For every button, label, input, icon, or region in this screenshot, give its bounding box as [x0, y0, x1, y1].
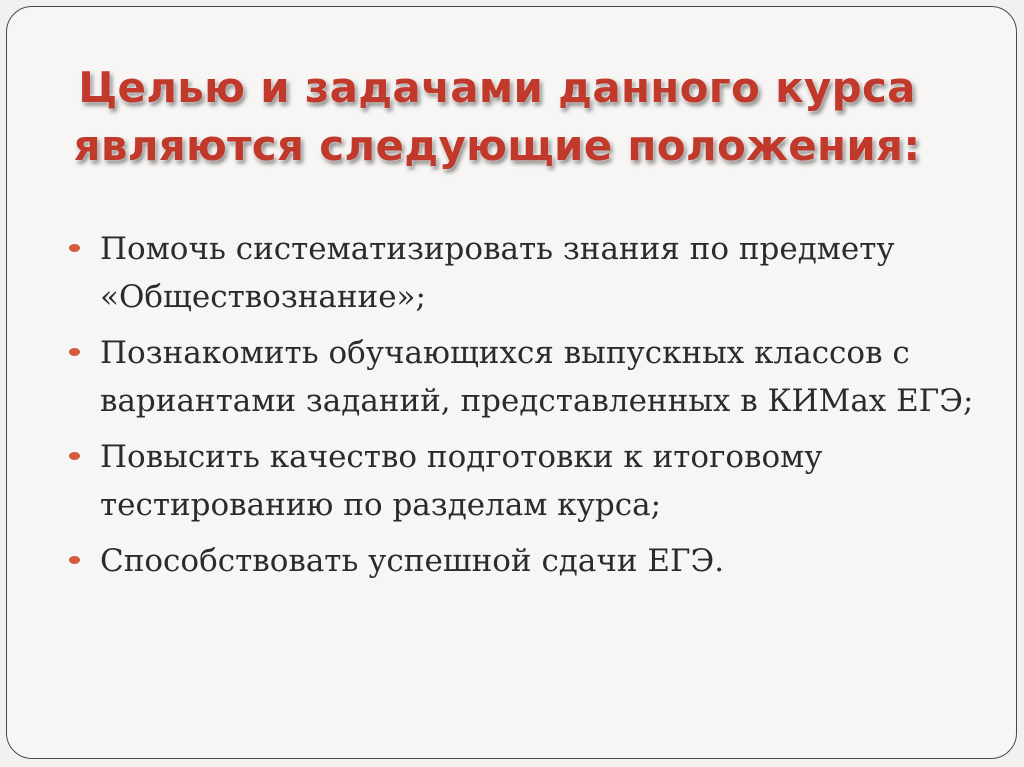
bullet-marker-icon	[69, 348, 80, 356]
bullet-text: Способствовать успешной сдачи ЕГЭ.	[100, 543, 725, 579]
bullet-list	[67, 225, 987, 593]
bullet-item	[67, 537, 987, 585]
bullet-item	[67, 433, 987, 529]
bullet-text: Помочь систематизировать знания по предмету «Обществознание»;	[100, 231, 895, 315]
bullet-text: Познакомить обучающихся выпускных классов с вариантами заданий, представленных в КИМах ЕГЭ;	[100, 335, 974, 419]
slide-frame	[6, 6, 1017, 759]
slide-title-line: Целью и задачами данного курса	[78, 63, 916, 112]
bullet-item	[67, 329, 987, 425]
slide-title-line: являются следующие положения:	[73, 121, 921, 170]
bullet-item	[67, 225, 987, 321]
bullet-marker-icon	[69, 452, 80, 460]
slide-title	[47, 59, 947, 175]
bullet-marker-icon	[69, 556, 80, 564]
bullet-marker-icon	[69, 244, 80, 252]
bullet-text: Повысить качество подготовки к итоговому тестированию по разделам курса;	[100, 439, 823, 523]
